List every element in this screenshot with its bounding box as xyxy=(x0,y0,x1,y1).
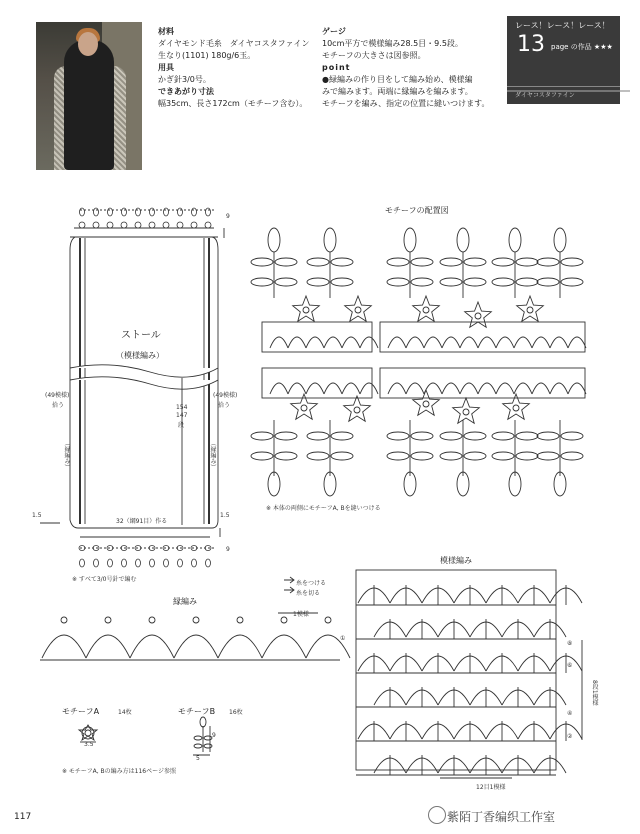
motif-a-title: モチーフA xyxy=(62,707,100,716)
row-mark-2: ② xyxy=(567,733,573,740)
series-label: レース！レース！レース！ xyxy=(515,21,610,30)
motif-a-size: 3.5 xyxy=(84,741,94,748)
edge-left-label: （縁編み） xyxy=(63,440,70,470)
motif-note: ※ モチーフA, Bの編み方は116ページ参照 xyxy=(62,768,177,775)
page-text: page の作品 ★★★ xyxy=(551,43,613,51)
tools-line: かぎ針3/0号。 xyxy=(158,75,211,84)
point-line-1: ●緑編みの作り目をして編み始め、模様編 xyxy=(322,75,473,84)
materials-heading: 材料 xyxy=(158,27,174,36)
motif-b-title: モチーフB xyxy=(178,707,216,716)
size-heading: できあがり寸法 xyxy=(158,87,214,96)
motif-b-bottom: 5 xyxy=(196,755,200,762)
legend-cut: 糸を切る xyxy=(296,590,321,597)
legend-join: 糸をつける xyxy=(296,580,327,587)
watermark-icon xyxy=(428,806,446,824)
needle-note: ※ すべて3/0号針で編む xyxy=(72,576,137,583)
edge-right-label: （縁編み） xyxy=(209,440,216,470)
motif-b-top: 9 xyxy=(212,732,216,739)
point-line-2: みで編みます。両端に縁編みを編みます。 xyxy=(322,87,473,96)
page-number: 117 xyxy=(14,812,32,822)
size-line: 幅35cm、長さ172cm（モチーフ含む）。 xyxy=(158,99,308,108)
motif-b-count: 16枚 xyxy=(229,709,243,716)
point-line-3: モチーフを編み、指定の位置に縫いつけます。 xyxy=(322,99,490,108)
row-mark-8: ⑧ xyxy=(567,640,573,647)
edging-repeat: 1模様 xyxy=(293,611,309,618)
row-mark-4: ④ xyxy=(567,710,573,717)
motif-a-count: 14枚 xyxy=(118,709,132,716)
tools-heading: 用具 xyxy=(158,63,174,72)
margin-right: 1.5 xyxy=(220,512,230,519)
layout-title: モチーフの配置図 xyxy=(385,206,449,215)
pattern-bottom-label: 12目1模様 xyxy=(476,784,506,791)
right-side-pick: 拾う xyxy=(218,402,231,409)
bottom-dim: 9 xyxy=(226,546,230,553)
project-number: 13 xyxy=(517,32,545,57)
row-mark-6: ⑥ xyxy=(567,662,573,669)
margin-left: 1.5 xyxy=(32,512,42,519)
yarn-line-2: 生なり(1101) 180g/6玉。 xyxy=(158,51,256,60)
edging-title: 縁編み xyxy=(173,597,197,606)
length-b: 147 xyxy=(176,412,188,419)
top-dim: 9 xyxy=(226,213,230,220)
length-a: 154 xyxy=(176,404,188,411)
pattern-side-label: 8段1模様 xyxy=(591,680,598,706)
point-heading: point xyxy=(322,63,351,72)
gauge-line-1: 10cm平方で模様編み28.5目・9.5段。 xyxy=(322,39,463,48)
watermark: 紫陌丁香编织工作室 xyxy=(447,810,556,824)
gauge-heading: ゲージ xyxy=(322,27,346,36)
yarn-line-1: ダイヤモンド毛糸 ダイヤコスタファイン xyxy=(158,39,310,48)
stole-subtitle: （模様編み） xyxy=(116,351,164,360)
length-unit: 段 xyxy=(178,422,185,429)
right-side-count: (49模様) xyxy=(213,392,238,399)
edging-row-mark: ① xyxy=(340,635,346,642)
pattern-title: 模様編み xyxy=(440,556,472,565)
gauge-line-2: モチーフの大きさは図参照。 xyxy=(322,51,426,60)
left-side-count: (49模様) xyxy=(45,392,70,399)
stole-title: ストール xyxy=(121,330,161,341)
stole-width: 32（綱91目）作る xyxy=(116,518,168,525)
yarn-name: ダイヤコスタファイン xyxy=(515,92,575,99)
layout-note: ※ 本体の両側にモチーフA, Bを縫いつける xyxy=(266,505,381,512)
left-side-pick: 拾う xyxy=(52,402,65,409)
